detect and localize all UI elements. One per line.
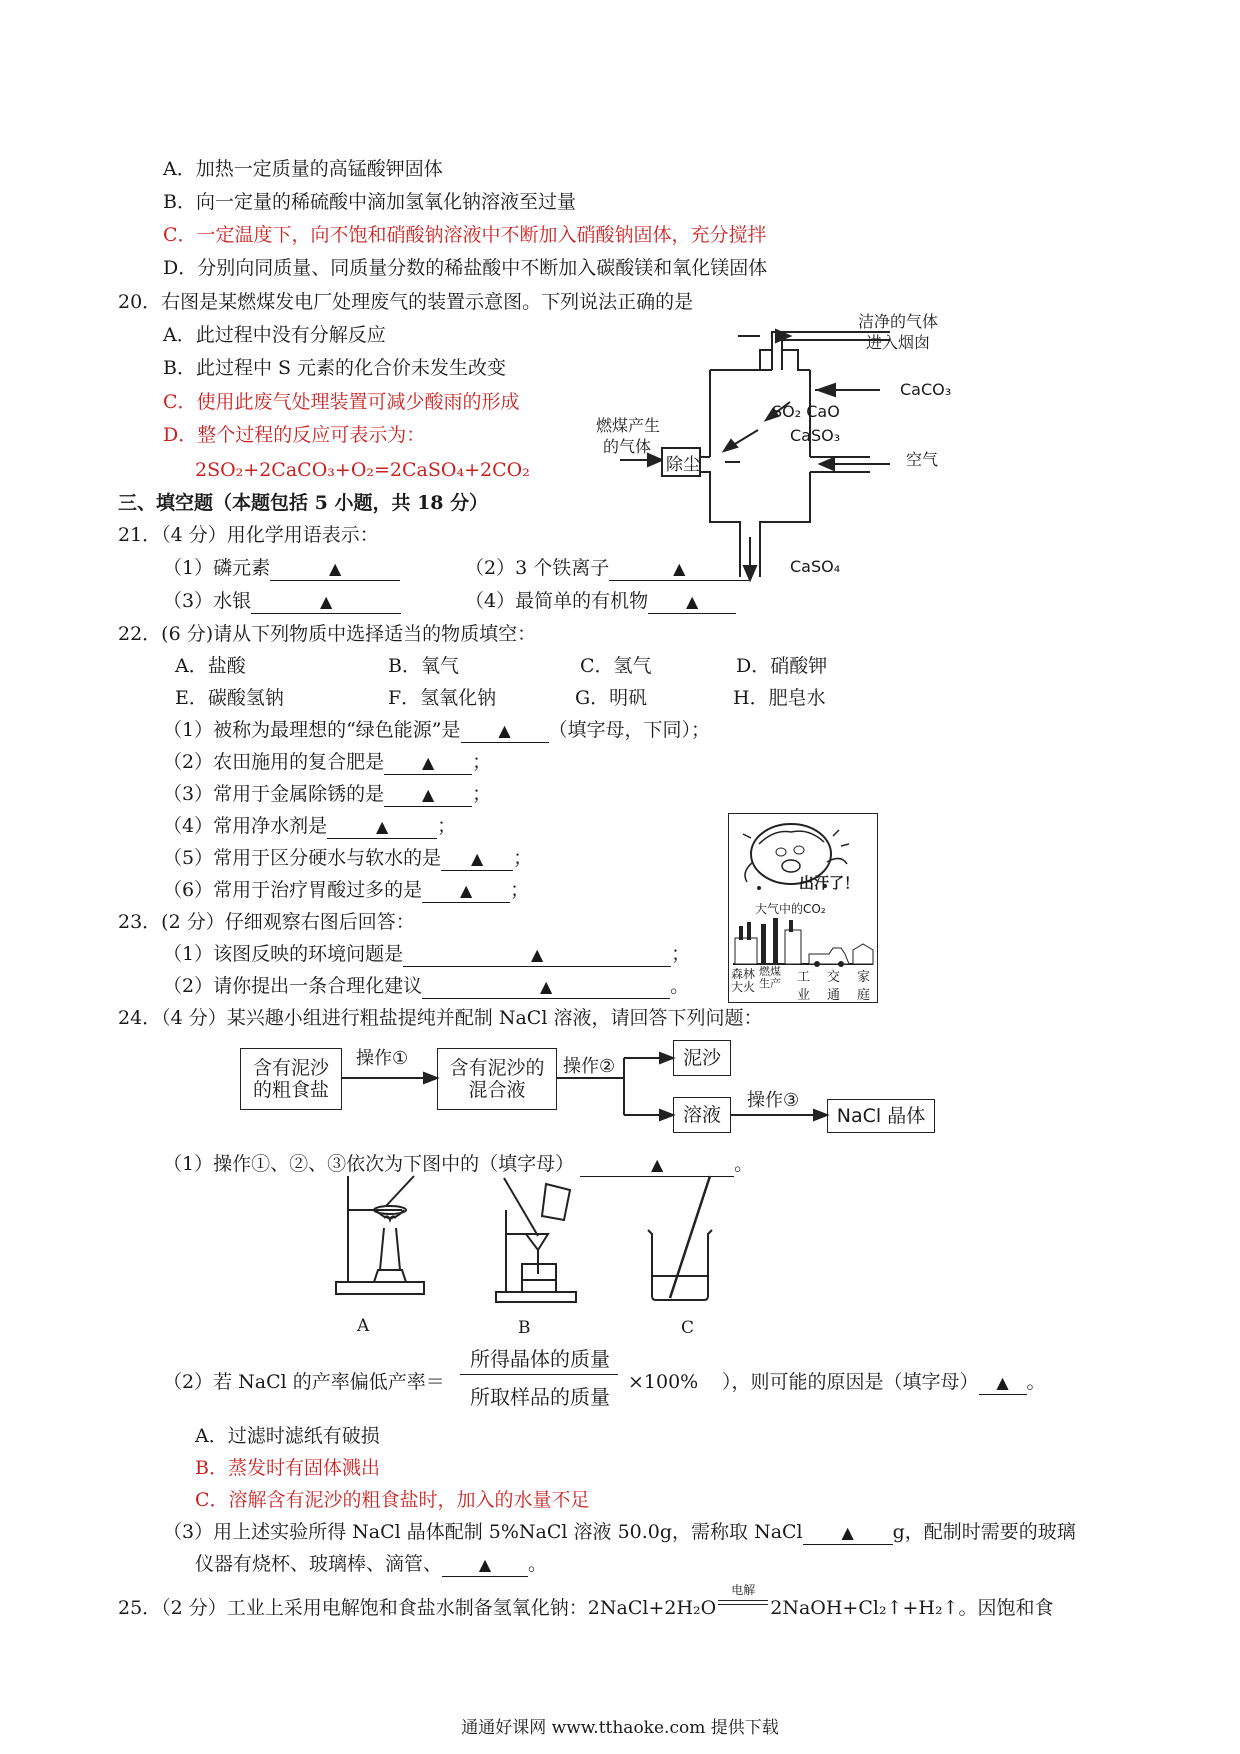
answer-blank[interactable]: ▲ — [979, 1372, 1027, 1395]
q24-part3-line2: 仪器有烧杯、玻璃棒、滴管、 ▲ 。 — [195, 1553, 548, 1575]
q22-item-5: （5）常用于区分硬水与软水的是 ▲ ； — [163, 847, 533, 869]
cartoon-sweat-label: 出汗了！ — [799, 874, 860, 892]
flow-arrows — [240, 1030, 940, 1150]
q22-choice-a: A．盐酸 — [175, 655, 246, 677]
q21-item-2: （2）3 个铁离子 ▲ — [465, 556, 749, 581]
cartoon-source-industry-2: 业 — [797, 988, 811, 1003]
apparatus-label-a: A — [357, 1316, 370, 1336]
q20-option-d: D．整个过程的反应可表示为： — [163, 424, 426, 446]
diagram-coal-gas-label-1: 燃煤产生 — [596, 416, 661, 435]
q24-part2-option-b: B．蒸发时有固体溅出 — [195, 1457, 380, 1479]
answer-blank[interactable]: ▲ — [422, 880, 510, 903]
answer-blank[interactable]: ▲ — [251, 591, 401, 614]
apparatus-label-c: C — [681, 1318, 695, 1338]
yield-fraction-numerator: 所得晶体的质量 — [470, 1347, 610, 1371]
q19-option-c: C．一定温度下，向不饱和硝酸钠溶液中不断加入硝酸钠固体，充分搅拌 — [163, 224, 767, 246]
q20-option-c: C．使用此废气处理装置可减少酸雨的形成 — [163, 391, 520, 413]
cartoon-source-home: 家 — [857, 970, 871, 985]
q24-part2-option-a: A．过滤时滤纸有破损 — [195, 1425, 380, 1447]
answer-blank[interactable]: ▲ — [384, 784, 472, 807]
cartoon-source-forest: 森林大火 — [731, 967, 756, 994]
flow-op3-label: 操作③ — [747, 1090, 800, 1111]
q22-choice-e: E．碳酸氢钠 — [175, 687, 284, 709]
q23-item-1: （1）该图反映的环境问题是 ▲ ； — [163, 943, 691, 965]
q24-stem: 24．（4 分）某兴趣小组进行粗盐提纯并配制 NaCl 溶液，请回答下列问题： — [118, 1007, 763, 1029]
flow-box-mixture: 含有泥沙的 混合液 — [437, 1048, 557, 1110]
q24-part2-suffix: ），则可能的原因是（填字母） ▲ 。 — [722, 1371, 1046, 1393]
q19-option-a: A．加热一定质量的高锰酸钾固体 — [163, 158, 443, 180]
cartoon-source-industry: 工 — [797, 970, 811, 985]
diagram-caso4-label: CaSO₄ — [790, 557, 841, 576]
diagram-caco3-label: CaCO₃ — [900, 380, 952, 399]
diagram-caso3-label: CaSO₃ — [790, 426, 841, 445]
answer-blank[interactable]: ▲ — [461, 720, 549, 743]
answer-blank[interactable]: ▲ — [441, 848, 513, 871]
apparatus-a-evaporation — [332, 1170, 432, 1300]
fraction-multiplier: ×100% — [628, 1371, 699, 1393]
cartoon-source-coal: 燃煤生产 — [759, 965, 781, 990]
q20-option-b: B．此过程中 S 元素的化合价未发生改变 — [163, 357, 507, 379]
answer-blank[interactable]: ▲ — [384, 752, 472, 775]
cartoon-source-home-2: 庭 — [857, 988, 871, 1003]
q22-item-4: （4）常用净水剂是 ▲ ； — [163, 815, 457, 837]
diagram-chimney-label: 进入烟囱 — [866, 333, 931, 352]
q22-choice-d: D．硝酸钾 — [736, 655, 828, 677]
flow-box-nacl-crystal: NaCl 晶体 — [827, 1099, 935, 1133]
cartoon-co2-label: 大气中的CO₂ — [755, 902, 826, 916]
q22-choice-h: H．肥皂水 — [733, 687, 826, 709]
q21-item-4: （4）最简单的有机物 ▲ — [465, 589, 736, 614]
apparatus-c-dissolving — [640, 1180, 740, 1310]
q22-choice-c: C．氢气 — [580, 655, 652, 677]
answer-blank[interactable]: ▲ — [803, 1522, 893, 1545]
q22-item-2: （2）农田施用的复合肥是 ▲ ； — [163, 751, 492, 773]
flow-op1-label: 操作① — [356, 1048, 409, 1069]
diagram-air-label: 空气 — [906, 450, 939, 469]
page-footer: 通通好课网 www.tthaoke.com 提供下载 — [461, 1718, 779, 1738]
flow-op2-label: 操作② — [563, 1056, 616, 1077]
q22-item-3: （3）常用于金属除锈的是 ▲ ； — [163, 783, 492, 805]
q23-item-2: （2）请你提出一条合理化建议 ▲ 。 — [163, 975, 690, 997]
q22-choice-g: G．明矾 — [575, 687, 648, 709]
q19-option-b: B．向一定量的稀硫酸中滴加氢氧化钠溶液至过量 — [163, 191, 576, 213]
diagram-clean-gas-label: 洁净的气体 — [858, 312, 939, 331]
q22-item-1: （1）被称为最理想的“绿色能源”是 ▲ （填字母，下同）； — [163, 719, 711, 741]
section-3-heading: 三、填空题（本题包括 5 小题，共 18 分） — [118, 492, 489, 514]
apparatus-b-filtration — [492, 1180, 592, 1310]
q22-stem: 22．(6 分)请从下列物质中选择适当的物质填空： — [118, 623, 537, 645]
q22-choice-f: F．氢氧化钠 — [388, 687, 497, 709]
q21-stem: 21．（4 分）用化学用语表示： — [118, 524, 379, 546]
apparatus-label-b: B — [518, 1318, 531, 1338]
q24-part1: （1）操作①、②、③依次为下图中的（填字母） ▲ 。 — [163, 1153, 754, 1175]
diagram-dust-label: 除尘 — [666, 455, 700, 475]
answer-blank[interactable]: ▲ — [422, 976, 670, 999]
q23-stem: 23．(2 分）仔细观察右图后回答： — [118, 911, 415, 933]
q21-item-1: （1）磷元素 ▲ — [163, 556, 400, 581]
q24-part3-line1: （3）用上述实验所得 NaCl 晶体配制 5%NaCl 溶液 50.0g，需称取 NaCl ▲ g，配制时需要的玻璃 — [163, 1521, 1076, 1543]
q21-item-3: （3）水银 ▲ — [163, 589, 401, 614]
answer-blank[interactable]: ▲ — [609, 558, 749, 581]
fraction-bar — [460, 1374, 618, 1375]
cartoon-source-traffic: 交 — [827, 970, 841, 985]
diagram-so2-cao-label: SO₂ CaO — [772, 402, 840, 421]
diagram-coal-gas-label-2: 的气体 — [603, 437, 652, 456]
q22-item-6: （6）常用于治疗胃酸过多的是 ▲ ； — [163, 879, 530, 901]
q22-choice-b: B．氧气 — [388, 655, 459, 677]
flow-box-solution: 溶液 — [673, 1097, 731, 1133]
q20-equation: 2SO₂+2CaCO₃+O₂=2CaSO₄+2CO₂ — [195, 459, 530, 481]
q20-option-a: A．此过程中没有分解反应 — [163, 324, 386, 346]
answer-blank[interactable]: ▲ — [403, 944, 671, 967]
electrolysis-condition: 电解 — [716, 1590, 770, 1614]
q24-part2-prefix: （2）若 NaCl 的产率偏低产率＝ — [163, 1371, 445, 1393]
yield-fraction-denominator: 所取样品的质量 — [470, 1385, 610, 1409]
answer-blank[interactable]: ▲ — [327, 816, 437, 839]
answer-blank[interactable]: ▲ — [580, 1154, 734, 1177]
flow-box-mud: 泥沙 — [673, 1040, 731, 1076]
flow-box-crude-salt: 含有泥沙 的粗食盐 — [240, 1048, 342, 1110]
answer-blank[interactable]: ▲ — [270, 558, 400, 581]
global-warming-cartoon — [728, 813, 878, 1003]
answer-blank[interactable]: ▲ — [442, 1554, 528, 1577]
q19-option-d: D．分别向同质量、同质量分数的稀盐酸中不断加入碳酸镁和氧化镁固体 — [163, 257, 768, 279]
q25-text: 25．（2 分）工业上采用电解饱和食盐水制备氢氧化钠：2NaCl+2H₂O 电解 2NaOH+Cl₂↑+H₂↑。因饱和食 — [118, 1583, 1054, 1619]
cartoon-source-traffic-2: 通 — [827, 988, 841, 1003]
answer-blank[interactable]: ▲ — [648, 591, 736, 614]
q24-part2-option-c: C．溶解含有泥沙的粗食盐时，加入的水量不足 — [195, 1489, 590, 1511]
q20-stem: 20．右图是某燃煤发电厂处理废气的装置示意图。下列说法正确的是 — [118, 291, 694, 313]
